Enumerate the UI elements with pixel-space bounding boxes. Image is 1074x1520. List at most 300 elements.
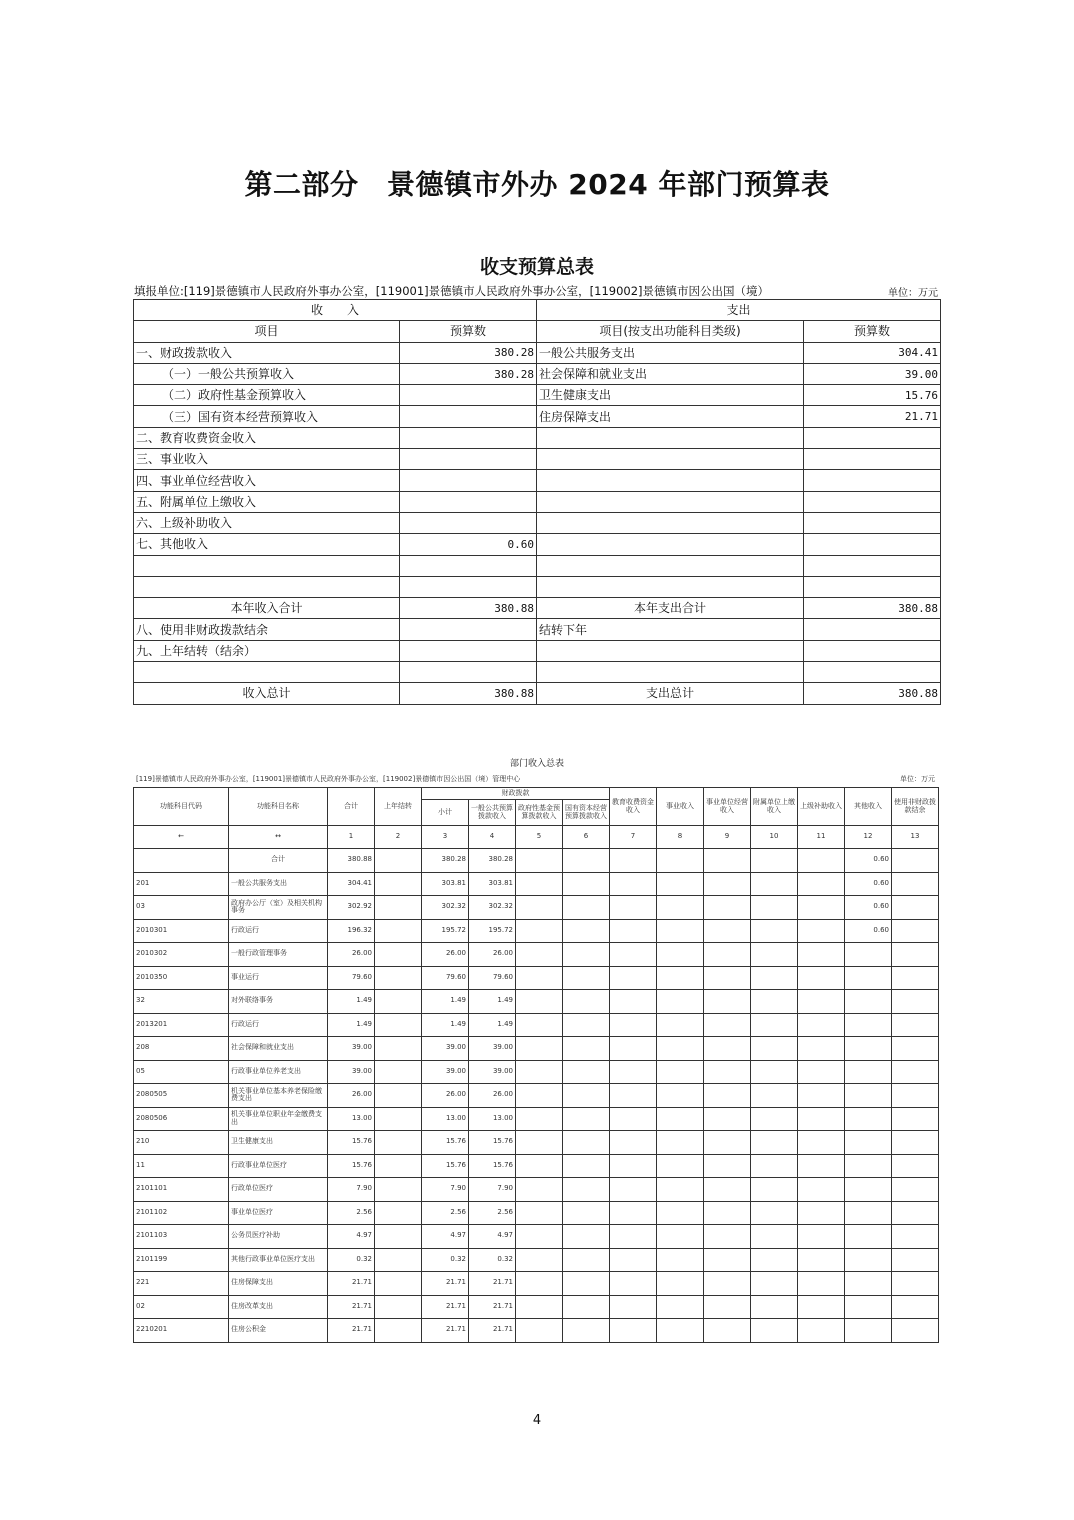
code-cell: 221 bbox=[134, 1272, 229, 1296]
col-header: 其他收入 bbox=[845, 788, 892, 826]
empty-cell bbox=[798, 872, 845, 896]
empty-cell bbox=[704, 1060, 751, 1084]
subtotal-cell: 302.32 bbox=[422, 896, 469, 920]
empty-cell bbox=[798, 919, 845, 943]
index-cell: 2 bbox=[375, 826, 422, 849]
table-row bbox=[134, 1295, 939, 1319]
code-cell: 201 bbox=[134, 872, 229, 896]
empty-cell bbox=[516, 1295, 563, 1319]
table-row bbox=[134, 385, 941, 406]
empty-cell bbox=[657, 1154, 704, 1178]
other-income-cell bbox=[845, 1107, 892, 1131]
code-cell: 2101102 bbox=[134, 1201, 229, 1225]
table-row bbox=[134, 449, 941, 470]
total-cell: 15.76 bbox=[328, 1131, 375, 1155]
empty-cell bbox=[610, 1272, 657, 1296]
empty-cell bbox=[516, 1060, 563, 1084]
name-cell: 住房公积金 bbox=[229, 1319, 328, 1343]
subtotal-cell: 1.49 bbox=[422, 1013, 469, 1037]
table-row bbox=[134, 406, 941, 427]
empty-cell bbox=[798, 1248, 845, 1272]
income-item: 二、教育收费资金收入 bbox=[134, 427, 400, 448]
subtotal-cell: 7.90 bbox=[422, 1178, 469, 1202]
header-row-group bbox=[134, 788, 939, 800]
empty-cell bbox=[892, 872, 939, 896]
total-cell: 380.88 bbox=[328, 849, 375, 873]
empty-cell bbox=[563, 1060, 610, 1084]
expense-value bbox=[804, 640, 941, 661]
empty-cell bbox=[563, 1084, 610, 1108]
empty-cell bbox=[610, 966, 657, 990]
total-cell: 196.32 bbox=[328, 919, 375, 943]
other-income-cell bbox=[845, 1225, 892, 1249]
income-item: 一、财政拨款收入 bbox=[134, 342, 400, 363]
empty-cell bbox=[563, 1131, 610, 1155]
empty-cell bbox=[704, 1037, 751, 1061]
empty-cell bbox=[657, 1201, 704, 1225]
empty-cell bbox=[610, 849, 657, 873]
empty-cell bbox=[563, 1272, 610, 1296]
general-budget-cell: 302.32 bbox=[469, 896, 516, 920]
empty-cell bbox=[516, 1178, 563, 1202]
total-cell: 21.71 bbox=[328, 1319, 375, 1343]
total-cell: 39.00 bbox=[328, 1060, 375, 1084]
prev-cell bbox=[375, 1248, 422, 1272]
income-value: 380.88 bbox=[400, 598, 537, 619]
summary-budget-table bbox=[133, 299, 941, 705]
total-cell: 0.32 bbox=[328, 1248, 375, 1272]
empty-cell bbox=[516, 1084, 563, 1108]
total-cell: 15.76 bbox=[328, 1154, 375, 1178]
income-budget-header: 预算数 bbox=[400, 321, 537, 342]
income-header: 收 入 bbox=[134, 300, 537, 321]
income-item bbox=[134, 576, 400, 597]
other-income-cell bbox=[845, 943, 892, 967]
income-currency-unit: 单位：万元 bbox=[900, 775, 935, 783]
code-cell bbox=[134, 849, 229, 873]
income-value bbox=[400, 555, 537, 576]
empty-cell bbox=[563, 966, 610, 990]
empty-cell bbox=[516, 1131, 563, 1155]
empty-cell bbox=[657, 1178, 704, 1202]
empty-cell bbox=[704, 1225, 751, 1249]
empty-cell bbox=[704, 1319, 751, 1343]
general-budget-cell: 303.81 bbox=[469, 872, 516, 896]
prev-cell bbox=[375, 896, 422, 920]
empty-cell bbox=[563, 1107, 610, 1131]
table-row bbox=[134, 491, 941, 512]
prev-cell bbox=[375, 1178, 422, 1202]
code-cell: 2010301 bbox=[134, 919, 229, 943]
empty-cell bbox=[892, 990, 939, 1014]
total-cell: 26.00 bbox=[328, 1084, 375, 1108]
expense-item: 本年支出合计 bbox=[537, 598, 804, 619]
empty-cell bbox=[657, 1037, 704, 1061]
empty-cell bbox=[516, 1154, 563, 1178]
income-value bbox=[400, 619, 537, 640]
general-budget-cell: 21.71 bbox=[469, 1319, 516, 1343]
empty-cell bbox=[610, 1248, 657, 1272]
empty-cell bbox=[704, 872, 751, 896]
empty-cell bbox=[704, 1131, 751, 1155]
code-cell: 2080506 bbox=[134, 1107, 229, 1131]
name-cell: 公务员医疗补助 bbox=[229, 1225, 328, 1249]
table-row bbox=[134, 598, 941, 619]
total-cell: 26.00 bbox=[328, 943, 375, 967]
empty-cell bbox=[610, 1178, 657, 1202]
prev-cell bbox=[375, 990, 422, 1014]
empty-cell bbox=[751, 1295, 798, 1319]
other-income-cell bbox=[845, 990, 892, 1014]
table-row bbox=[134, 1131, 939, 1155]
expense-value: 39.00 bbox=[804, 363, 941, 384]
col-header: 上级补助收入 bbox=[798, 788, 845, 826]
empty-cell bbox=[563, 1201, 610, 1225]
empty-cell bbox=[563, 943, 610, 967]
empty-cell bbox=[610, 1131, 657, 1155]
empty-cell bbox=[657, 1131, 704, 1155]
code-cell: 11 bbox=[134, 1154, 229, 1178]
general-budget-cell: 15.76 bbox=[469, 1154, 516, 1178]
expense-value bbox=[804, 512, 941, 533]
name-cell: 政府办公厅（室）及相关机构事务 bbox=[229, 896, 328, 920]
general-budget-cell: 21.71 bbox=[469, 1272, 516, 1296]
total-cell: 21.71 bbox=[328, 1295, 375, 1319]
summary-filling-unit: 填报单位:[119]景德镇市人民政府外事办公室，[119001]景德镇市人民政府外事办公室，[119002]景德镇市因公出国（境） bbox=[134, 284, 770, 298]
empty-cell bbox=[563, 1154, 610, 1178]
empty-cell bbox=[516, 896, 563, 920]
empty-cell bbox=[751, 1272, 798, 1296]
index-cell: ← bbox=[134, 826, 229, 849]
empty-cell bbox=[751, 919, 798, 943]
name-cell: 行政单位医疗 bbox=[229, 1178, 328, 1202]
expense-item: 一般公共服务支出 bbox=[537, 342, 804, 363]
table-row bbox=[134, 683, 941, 704]
empty-cell bbox=[516, 1225, 563, 1249]
expense-item bbox=[537, 427, 804, 448]
empty-cell bbox=[704, 849, 751, 873]
name-cell: 一般公共服务支出 bbox=[229, 872, 328, 896]
empty-cell bbox=[610, 943, 657, 967]
income-value bbox=[400, 449, 537, 470]
empty-cell bbox=[610, 1037, 657, 1061]
prev-cell bbox=[375, 1201, 422, 1225]
code-cell: 2013201 bbox=[134, 1013, 229, 1037]
income-item: 四、事业单位经营收入 bbox=[134, 470, 400, 491]
empty-cell bbox=[657, 1013, 704, 1037]
empty-cell bbox=[657, 1084, 704, 1108]
empty-cell bbox=[563, 849, 610, 873]
income-filling-unit: [119]景德镇市人民政府外事办公室，[119001]景德镇市人民政府外事办公室，[119002]景德镇市因公出国（境）管理中心 bbox=[136, 775, 521, 783]
general-budget-cell: 1.49 bbox=[469, 990, 516, 1014]
general-budget-cell: 195.72 bbox=[469, 919, 516, 943]
empty-cell bbox=[892, 1013, 939, 1037]
empty-cell bbox=[798, 1272, 845, 1296]
subtotal-cell: 21.71 bbox=[422, 1295, 469, 1319]
page-number: 4 bbox=[532, 1413, 542, 1428]
name-cell: 合计 bbox=[229, 849, 328, 873]
empty-cell bbox=[563, 872, 610, 896]
empty-cell bbox=[563, 1248, 610, 1272]
subtotal-cell: 15.76 bbox=[422, 1154, 469, 1178]
table-row bbox=[134, 1201, 939, 1225]
empty-cell bbox=[610, 1154, 657, 1178]
table-row bbox=[134, 1225, 939, 1249]
income-item: 收入总计 bbox=[134, 683, 400, 704]
expense-item bbox=[537, 662, 804, 683]
table-row bbox=[134, 470, 941, 491]
empty-cell bbox=[704, 896, 751, 920]
empty-cell bbox=[516, 872, 563, 896]
income-value bbox=[400, 576, 537, 597]
empty-cell bbox=[704, 966, 751, 990]
empty-cell bbox=[563, 1295, 610, 1319]
code-cell: 02 bbox=[134, 1295, 229, 1319]
subtotal-cell: 13.00 bbox=[422, 1107, 469, 1131]
empty-cell bbox=[798, 1225, 845, 1249]
empty-cell bbox=[610, 1201, 657, 1225]
other-income-cell bbox=[845, 1248, 892, 1272]
empty-cell bbox=[798, 1131, 845, 1155]
code-cell: 2010350 bbox=[134, 966, 229, 990]
expense-header: 支出 bbox=[537, 300, 941, 321]
table-row bbox=[134, 363, 941, 384]
empty-cell bbox=[798, 1060, 845, 1084]
name-cell: 事业单位医疗 bbox=[229, 1201, 328, 1225]
other-income-cell: 0.60 bbox=[845, 872, 892, 896]
empty-cell bbox=[657, 966, 704, 990]
income-value bbox=[400, 640, 537, 661]
expense-value bbox=[804, 576, 941, 597]
table-row bbox=[134, 1319, 939, 1343]
income-value bbox=[400, 512, 537, 533]
prev-cell bbox=[375, 1295, 422, 1319]
income-value bbox=[400, 385, 537, 406]
subtotal-cell: 0.32 bbox=[422, 1248, 469, 1272]
name-cell: 机关事业单位职业年金缴费支出 bbox=[229, 1107, 328, 1131]
prev-cell bbox=[375, 1107, 422, 1131]
empty-cell bbox=[892, 943, 939, 967]
empty-cell bbox=[563, 1037, 610, 1061]
table-row bbox=[134, 619, 941, 640]
expense-item-header: 项目(按支出功能科目类级) bbox=[537, 321, 804, 342]
empty-cell bbox=[657, 1107, 704, 1131]
empty-cell bbox=[892, 1131, 939, 1155]
index-cell: 9 bbox=[704, 826, 751, 849]
name-cell: 行政事业单位养老支出 bbox=[229, 1060, 328, 1084]
empty-cell bbox=[657, 872, 704, 896]
general-budget-cell: 13.00 bbox=[469, 1107, 516, 1131]
empty-cell bbox=[892, 1107, 939, 1131]
col-header: 上年结转 bbox=[375, 788, 422, 826]
expense-item bbox=[537, 491, 804, 512]
income-value bbox=[400, 662, 537, 683]
expense-item: 卫生健康支出 bbox=[537, 385, 804, 406]
empty-cell bbox=[563, 1319, 610, 1343]
expense-value: 304.41 bbox=[804, 342, 941, 363]
empty-cell bbox=[610, 1107, 657, 1131]
other-income-cell bbox=[845, 1084, 892, 1108]
empty-cell bbox=[610, 1319, 657, 1343]
income-value: 380.28 bbox=[400, 363, 537, 384]
col-header: 小计 bbox=[422, 800, 469, 826]
empty-cell bbox=[798, 1084, 845, 1108]
empty-cell bbox=[516, 1013, 563, 1037]
empty-cell bbox=[516, 966, 563, 990]
empty-cell bbox=[751, 1201, 798, 1225]
empty-cell bbox=[516, 849, 563, 873]
empty-cell bbox=[892, 1272, 939, 1296]
empty-cell bbox=[751, 1084, 798, 1108]
expense-item bbox=[537, 470, 804, 491]
name-cell: 住房保障支出 bbox=[229, 1272, 328, 1296]
total-cell: 1.49 bbox=[328, 990, 375, 1014]
prev-cell bbox=[375, 966, 422, 990]
table-row bbox=[134, 1084, 939, 1108]
empty-cell bbox=[798, 1107, 845, 1131]
general-budget-cell: 380.28 bbox=[469, 849, 516, 873]
subtotal-cell: 39.00 bbox=[422, 1037, 469, 1061]
expense-value: 380.88 bbox=[804, 683, 941, 704]
name-cell: 行政运行 bbox=[229, 919, 328, 943]
prev-cell bbox=[375, 1131, 422, 1155]
empty-cell bbox=[704, 990, 751, 1014]
table-row bbox=[134, 576, 941, 597]
expense-value: 21.71 bbox=[804, 406, 941, 427]
empty-cell bbox=[657, 1225, 704, 1249]
other-income-cell: 0.60 bbox=[845, 896, 892, 920]
name-cell: 行政运行 bbox=[229, 1013, 328, 1037]
name-cell: 其他行政事业单位医疗支出 bbox=[229, 1248, 328, 1272]
empty-cell bbox=[751, 1131, 798, 1155]
empty-cell bbox=[563, 1178, 610, 1202]
empty-cell bbox=[798, 849, 845, 873]
expense-value: 15.76 bbox=[804, 385, 941, 406]
other-income-cell: 0.60 bbox=[845, 849, 892, 873]
expense-item: 住房保障支出 bbox=[537, 406, 804, 427]
empty-cell bbox=[892, 1225, 939, 1249]
index-cell: 7 bbox=[610, 826, 657, 849]
income-item: 五、附属单位上缴收入 bbox=[134, 491, 400, 512]
prev-cell bbox=[375, 1272, 422, 1296]
expense-value bbox=[804, 555, 941, 576]
table-row bbox=[134, 640, 941, 661]
other-income-cell bbox=[845, 1013, 892, 1037]
code-cell: 32 bbox=[134, 990, 229, 1014]
empty-cell bbox=[704, 1013, 751, 1037]
col-header: 合计 bbox=[328, 788, 375, 826]
subtotal-cell: 195.72 bbox=[422, 919, 469, 943]
empty-cell bbox=[563, 896, 610, 920]
income-value bbox=[400, 406, 537, 427]
expense-value bbox=[804, 491, 941, 512]
expense-value bbox=[804, 534, 941, 555]
empty-cell bbox=[704, 1154, 751, 1178]
empty-cell bbox=[892, 849, 939, 873]
prev-cell bbox=[375, 1319, 422, 1343]
income-item bbox=[134, 662, 400, 683]
index-cell: 11 bbox=[798, 826, 845, 849]
income-value: 380.88 bbox=[400, 683, 537, 704]
empty-cell bbox=[516, 1248, 563, 1272]
empty-cell bbox=[892, 1319, 939, 1343]
other-income-cell bbox=[845, 1272, 892, 1296]
other-income-cell bbox=[845, 1319, 892, 1343]
index-cell: 4 bbox=[469, 826, 516, 849]
empty-cell bbox=[704, 943, 751, 967]
col-header: 附属单位上缴收入 bbox=[751, 788, 798, 826]
empty-cell bbox=[610, 990, 657, 1014]
total-cell: 304.41 bbox=[328, 872, 375, 896]
empty-cell bbox=[751, 1178, 798, 1202]
name-cell: 社会保障和就业支出 bbox=[229, 1037, 328, 1061]
empty-cell bbox=[516, 1107, 563, 1131]
empty-cell bbox=[516, 990, 563, 1014]
general-budget-cell: 0.32 bbox=[469, 1248, 516, 1272]
table-row bbox=[134, 1107, 939, 1131]
income-value bbox=[400, 470, 537, 491]
empty-cell bbox=[610, 1084, 657, 1108]
empty-cell bbox=[516, 1201, 563, 1225]
empty-cell bbox=[657, 849, 704, 873]
empty-cell bbox=[563, 1013, 610, 1037]
empty-cell bbox=[892, 919, 939, 943]
income-item: 八、使用非财政拨款结余 bbox=[134, 619, 400, 640]
total-cell: 4.97 bbox=[328, 1225, 375, 1249]
empty-cell bbox=[704, 1201, 751, 1225]
prev-cell bbox=[375, 1084, 422, 1108]
empty-cell bbox=[610, 919, 657, 943]
total-cell: 79.60 bbox=[328, 966, 375, 990]
income-table-title: 部门收入总表 bbox=[509, 759, 564, 769]
subtotal-cell: 26.00 bbox=[422, 1084, 469, 1108]
income-item: 七、其他收入 bbox=[134, 534, 400, 555]
empty-cell bbox=[892, 1154, 939, 1178]
table-row bbox=[134, 872, 939, 896]
empty-cell bbox=[892, 1295, 939, 1319]
col-header: 使用非财政拨款结余 bbox=[892, 788, 939, 826]
code-cell: 05 bbox=[134, 1060, 229, 1084]
empty-cell bbox=[751, 872, 798, 896]
index-cell: ↔ bbox=[229, 826, 328, 849]
empty-cell bbox=[751, 1013, 798, 1037]
empty-cell bbox=[610, 1225, 657, 1249]
col-header: 教育收费资金收入 bbox=[610, 788, 657, 826]
income-item: （二）政府性基金预算收入 bbox=[134, 385, 400, 406]
expense-item: 结转下年 bbox=[537, 619, 804, 640]
general-budget-cell: 2.56 bbox=[469, 1201, 516, 1225]
prev-cell bbox=[375, 872, 422, 896]
group-header: 财政拨款 bbox=[422, 788, 610, 800]
empty-cell bbox=[798, 896, 845, 920]
other-income-cell bbox=[845, 1154, 892, 1178]
total-cell: 7.90 bbox=[328, 1178, 375, 1202]
col-header: 国有资本经营预算拨款收入 bbox=[563, 800, 610, 826]
empty-cell bbox=[751, 1037, 798, 1061]
empty-cell bbox=[798, 1319, 845, 1343]
code-cell: 2101101 bbox=[134, 1178, 229, 1202]
income-value bbox=[400, 491, 537, 512]
subtotal-cell: 15.76 bbox=[422, 1131, 469, 1155]
subtotal-cell: 21.71 bbox=[422, 1319, 469, 1343]
income-item: 六、上级补助收入 bbox=[134, 512, 400, 533]
general-budget-cell: 21.71 bbox=[469, 1295, 516, 1319]
empty-cell bbox=[610, 872, 657, 896]
empty-cell bbox=[563, 1225, 610, 1249]
total-cell: 2.56 bbox=[328, 1201, 375, 1225]
name-cell: 行政事业单位医疗 bbox=[229, 1154, 328, 1178]
general-budget-cell: 4.97 bbox=[469, 1225, 516, 1249]
